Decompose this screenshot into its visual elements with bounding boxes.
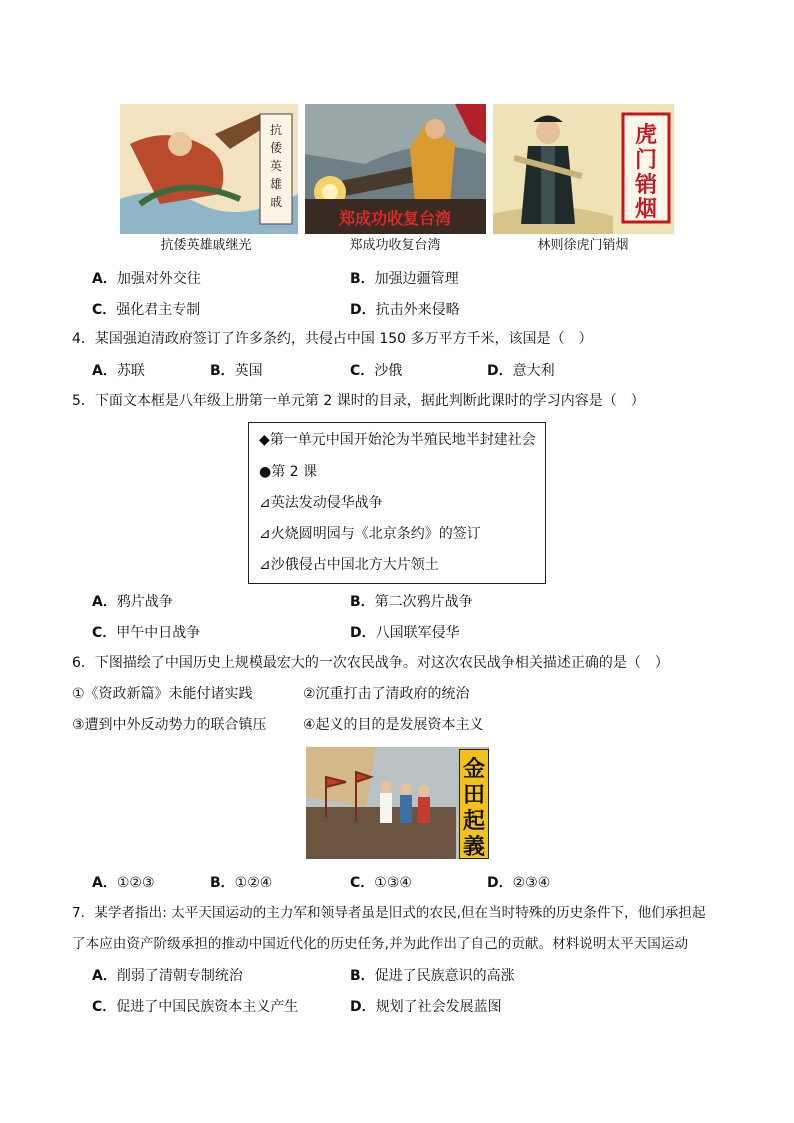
option-letter: A． xyxy=(92,968,117,984)
option-letter: D． xyxy=(487,875,513,891)
option-text: 促进了中国民族资本主义产生 xyxy=(116,999,299,1015)
q6-option-d[interactable] xyxy=(487,872,550,892)
option-letter: B． xyxy=(210,875,235,891)
option-text: ①③④ xyxy=(374,875,412,891)
option-text: ②③④ xyxy=(512,875,551,891)
option-text: 加强对外交往 xyxy=(116,271,201,287)
svg-text:倭: 倭 xyxy=(269,141,283,155)
jintian-char-1: 金 xyxy=(462,756,485,782)
option-text: 抗击外来侵略 xyxy=(375,302,460,318)
option-letter: C． xyxy=(92,999,117,1015)
picture-qi-jiguang xyxy=(120,104,298,234)
option-letter: B． xyxy=(350,271,375,287)
option-letter: A． xyxy=(92,594,117,610)
jintian-char-2: 田 xyxy=(462,782,485,808)
box-line-unit: ◆第一单元中国开始沦为半殖民地半封建社会 xyxy=(259,432,536,448)
option-text: 强化君主专制 xyxy=(116,302,201,318)
option-letter: A． xyxy=(92,271,117,287)
option-letter: C． xyxy=(92,625,117,641)
caption-zheng-chenggong: 郑成功收复台湾 xyxy=(349,238,441,253)
option-letter: B． xyxy=(350,594,375,610)
q3-option-d[interactable] xyxy=(350,299,460,319)
svg-text:英: 英 xyxy=(269,159,283,173)
q5-option-c[interactable] xyxy=(92,622,200,642)
q4-option-a[interactable] xyxy=(92,360,145,380)
q7-stem-line-2: 了本应由资产阶级承担的推动中国近代化的历史任务,并为此作出了自己的贡献。材料说明太平天国运动 xyxy=(72,936,689,952)
q5-stem: 5．下面文本框是八年级上册第一单元第 2 课时的目录，据此判断此课时的学习内容是（ ） xyxy=(72,393,645,409)
option-text: 削弱了清朝专制统治 xyxy=(116,968,243,984)
q6-option-b[interactable] xyxy=(210,872,272,892)
picture-jintian-uprising xyxy=(306,747,489,859)
option-text: 沙俄 xyxy=(374,363,403,379)
q7-option-d[interactable] xyxy=(350,996,502,1016)
option-text: 第二次鸦片战争 xyxy=(374,594,473,610)
svg-text:戚: 戚 xyxy=(269,195,283,209)
q5-option-b[interactable] xyxy=(350,591,473,611)
option-text: ①②③ xyxy=(116,875,155,891)
option-text: 鸦片战争 xyxy=(116,594,173,610)
box-line-lesson: ●第 2 课 xyxy=(259,464,318,480)
q5-option-a[interactable] xyxy=(92,591,173,611)
caption-lin-zexu: 林则徐虎门销烟 xyxy=(537,238,629,253)
option-letter: B． xyxy=(210,363,235,379)
option-letter: D． xyxy=(487,363,513,379)
option-text: 规划了社会发展蓝图 xyxy=(375,999,502,1015)
q4-stem: 4．某国强迫清政府签订了许多条约，共侵占中国 150 多万平方千米，该国是（ ） xyxy=(72,331,593,347)
box-line-item-2: ⊿火烧圆明园与《北京条约》的签订 xyxy=(259,526,481,542)
q7-stem-line-1: 7．某学者指出: 太平天国运动的主力军和领导者虽是旧式的农民,但在当时特殊的历史条件下，他们承担起 xyxy=(72,905,706,921)
jintian-char-4: 義 xyxy=(462,834,485,859)
option-letter: D． xyxy=(350,999,376,1015)
option-text: 甲午中日战争 xyxy=(116,625,201,641)
option-letter: C． xyxy=(350,363,375,379)
option-letter: C． xyxy=(350,875,375,891)
svg-text:烟: 烟 xyxy=(634,196,658,222)
q4-option-b[interactable] xyxy=(210,360,263,380)
option-text: 英国 xyxy=(234,363,263,379)
option-letter: D． xyxy=(350,625,376,641)
option-letter: B． xyxy=(350,968,375,984)
option-letter: A． xyxy=(92,363,117,379)
option-text: 加强边疆管理 xyxy=(374,271,459,287)
picture-zheng-chenggong xyxy=(305,104,486,234)
box-line-item-3: ⊿沙俄侵占中国北方大片领土 xyxy=(259,557,439,573)
q7-option-b[interactable] xyxy=(350,965,515,985)
q7-option-c[interactable] xyxy=(92,996,298,1016)
svg-text:销: 销 xyxy=(634,172,658,198)
box-line-item-1: ⊿英法发动侵华战争 xyxy=(259,495,383,511)
q6-option-a[interactable] xyxy=(92,872,155,892)
q6-item-1: ①《资政新篇》未能付诸实践 xyxy=(72,686,253,702)
q7-option-a[interactable] xyxy=(92,965,243,985)
picture-lin-zexu xyxy=(493,104,674,234)
jintian-title-panel xyxy=(459,749,489,859)
option-letter: D． xyxy=(350,302,376,318)
option-text: ①②④ xyxy=(234,875,273,891)
q6-item-4: ④起义的目的是发展资本主义 xyxy=(303,717,484,733)
option-letter: C． xyxy=(92,302,117,318)
caption-qi-jiguang: 抗倭英雄戚继光 xyxy=(160,238,252,253)
svg-text:门: 门 xyxy=(634,147,658,173)
q6-item-2: ②沉重打击了清政府的统治 xyxy=(303,686,470,702)
option-text: 促进了民族意识的高涨 xyxy=(374,968,515,984)
svg-text:虎: 虎 xyxy=(634,122,658,148)
option-text: 苏联 xyxy=(116,363,145,379)
q6-stem: 6．下图描绘了中国历史上规模最宏大的一次农民战争。对这次农民战争相关描述正确的是（ ） xyxy=(72,655,669,671)
jintian-char-3: 起 xyxy=(462,808,485,834)
q6-option-c[interactable] xyxy=(350,872,412,892)
svg-text:抗: 抗 xyxy=(269,123,283,137)
q3-option-c[interactable] xyxy=(92,299,200,319)
svg-text:雄: 雄 xyxy=(269,177,283,191)
option-text: 八国联军侵华 xyxy=(375,625,460,641)
q5-option-d[interactable] xyxy=(350,622,460,642)
option-letter: A． xyxy=(92,875,117,891)
q5-text-box xyxy=(248,422,546,584)
q3-option-a[interactable] xyxy=(92,268,201,288)
q4-option-d[interactable] xyxy=(487,360,555,380)
svg-text:郑成功收复台湾: 郑成功收复台湾 xyxy=(338,209,452,228)
q3-option-b[interactable] xyxy=(350,268,459,288)
q6-item-3: ③遭到中外反动势力的联合镇压 xyxy=(72,717,267,733)
option-text: 意大利 xyxy=(512,363,555,379)
q4-option-c[interactable] xyxy=(350,360,402,380)
